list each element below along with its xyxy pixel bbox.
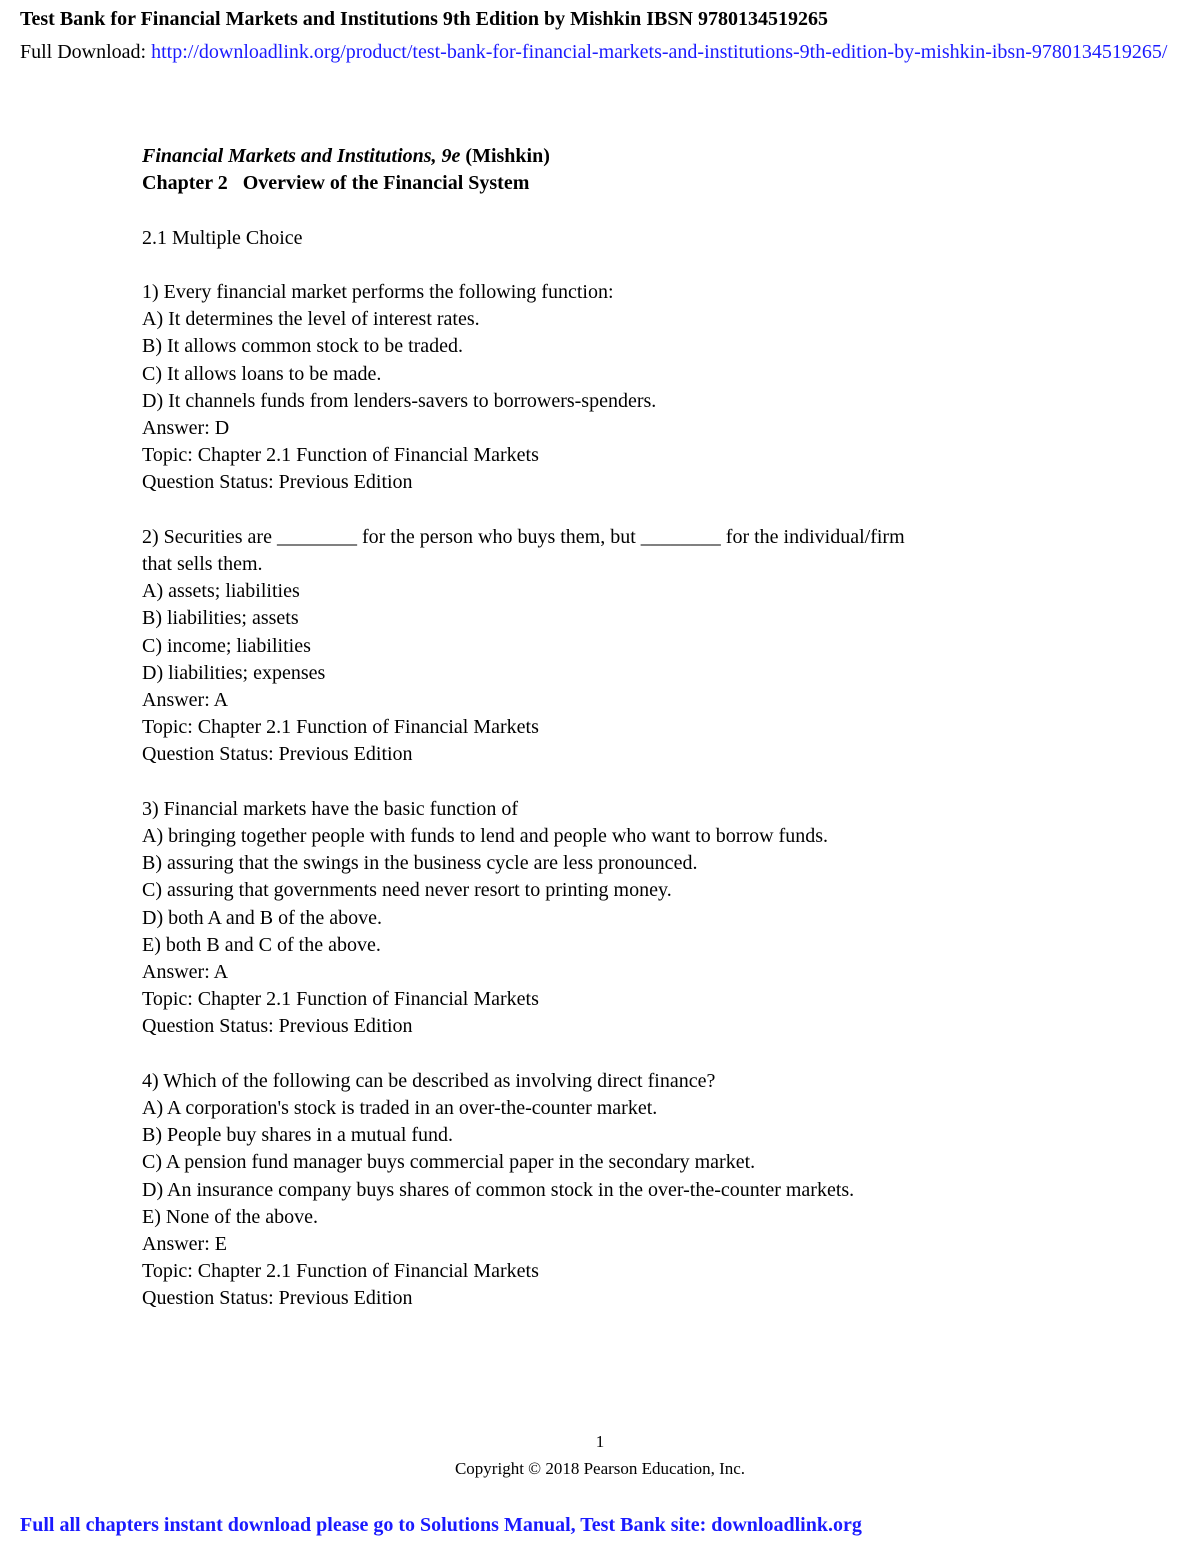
answer-option: A) A corporation's stock is traded in an over-the-counter market.: [142, 1097, 658, 1120]
question-block: [142, 524, 1142, 769]
book-author: (Mishkin): [460, 145, 550, 167]
question-status: Question Status: Previous Edition: [142, 471, 413, 494]
answer-option: E) both B and C of the above.: [142, 933, 381, 956]
book-title: Financial Markets and Institutions, 9e: [142, 145, 461, 167]
question-status: Question Status: Previous Edition: [142, 1287, 413, 1310]
question-answer: Answer: E: [142, 1233, 227, 1256]
question-stem: 3) Financial markets have the basic function of: [142, 797, 518, 820]
answer-option: D) An insurance company buys shares of common stock in the over-the-counter markets.: [142, 1178, 855, 1201]
answer-option: D) liabilities; expenses: [142, 661, 326, 684]
answer-option: B) It allows common stock to be traded.: [142, 335, 464, 358]
bottom-banner-link[interactable]: Full all chapters instant download please go to Solutions Manual, Test Bank site: downloadlink.org: [20, 1514, 862, 1536]
download-line: [20, 41, 1167, 64]
question-answer: Answer: A: [142, 689, 229, 712]
question-block: [142, 796, 1142, 1041]
answer-option: E) None of the above.: [142, 1205, 319, 1228]
page-number: 1: [595, 1432, 605, 1451]
question-stem: 1) Every financial market performs the following function:: [142, 280, 614, 303]
question-stem: 4) Which of the following can be described as involving direct finance?: [142, 1069, 716, 1092]
answer-option: C) It allows loans to be made.: [142, 362, 382, 385]
document-body: [142, 143, 1142, 1313]
download-label: Full Download:: [20, 41, 152, 63]
answer-option: B) assuring that the swings in the business cycle are less pronounced.: [142, 852, 698, 875]
question-status: Question Status: Previous Edition: [142, 1015, 413, 1038]
question-topic: Topic: Chapter 2.1 Function of Financial Markets: [142, 988, 539, 1011]
answer-option: D) It channels funds from lenders-savers to borrowers-spenders.: [142, 389, 657, 412]
answer-option: A) assets; liabilities: [142, 580, 300, 603]
answer-option: C) assuring that governments need never resort to printing money.: [142, 879, 672, 902]
bottom-banner: [20, 1514, 862, 1537]
book-title-line: [142, 143, 1142, 170]
answer-option: B) People buy shares in a mutual fund.: [142, 1124, 454, 1147]
answer-option: C) income; liabilities: [142, 634, 311, 657]
question-topic: Topic: Chapter 2.1 Function of Financial Markets: [142, 716, 539, 739]
question-answer: Answer: D: [142, 417, 230, 439]
question-block: [142, 279, 1142, 497]
question-topic: Topic: Chapter 2.1 Function of Financial Markets: [142, 1260, 539, 1283]
question-stem-continued: that sells them.: [142, 553, 263, 575]
answer-option: A) bringing together people with funds to lend and people who want to borrow funds.: [142, 825, 828, 848]
question-stem: 2) Securities are ________ for the person who buys them, but ________ for the individual/firm: [142, 525, 905, 548]
answer-option: B) liabilities; assets: [142, 607, 299, 630]
chapter-heading: Chapter 2 Overview of the Financial System: [142, 172, 530, 195]
download-link[interactable]: http://downloadlink.org/product/test-bank-for-financial-markets-and-institutions-9th-edition-by-mishkin-ibsn-9780134519265/: [151, 41, 1168, 63]
question-block: [142, 1068, 1142, 1313]
answer-option: D) both A and B of the above.: [142, 906, 382, 929]
question-status: Question Status: Previous Edition: [142, 743, 413, 766]
answer-option: A) It determines the level of interest rates.: [142, 308, 480, 331]
question-topic: Topic: Chapter 2.1 Function of Financial Markets: [142, 444, 539, 467]
question-list: [142, 279, 1142, 1313]
copyright-notice: Copyright © 2018 Pearson Education, Inc.: [454, 1459, 746, 1478]
answer-option: C) A pension fund manager buys commercial paper in the secondary market.: [142, 1151, 756, 1174]
question-answer: Answer: A: [142, 961, 229, 984]
section-heading: 2.1 Multiple Choice: [142, 226, 303, 249]
banner-title: Test Bank for Financial Markets and Institutions 9th Edition by Mishkin IBSN 9780134519265: [20, 8, 828, 30]
